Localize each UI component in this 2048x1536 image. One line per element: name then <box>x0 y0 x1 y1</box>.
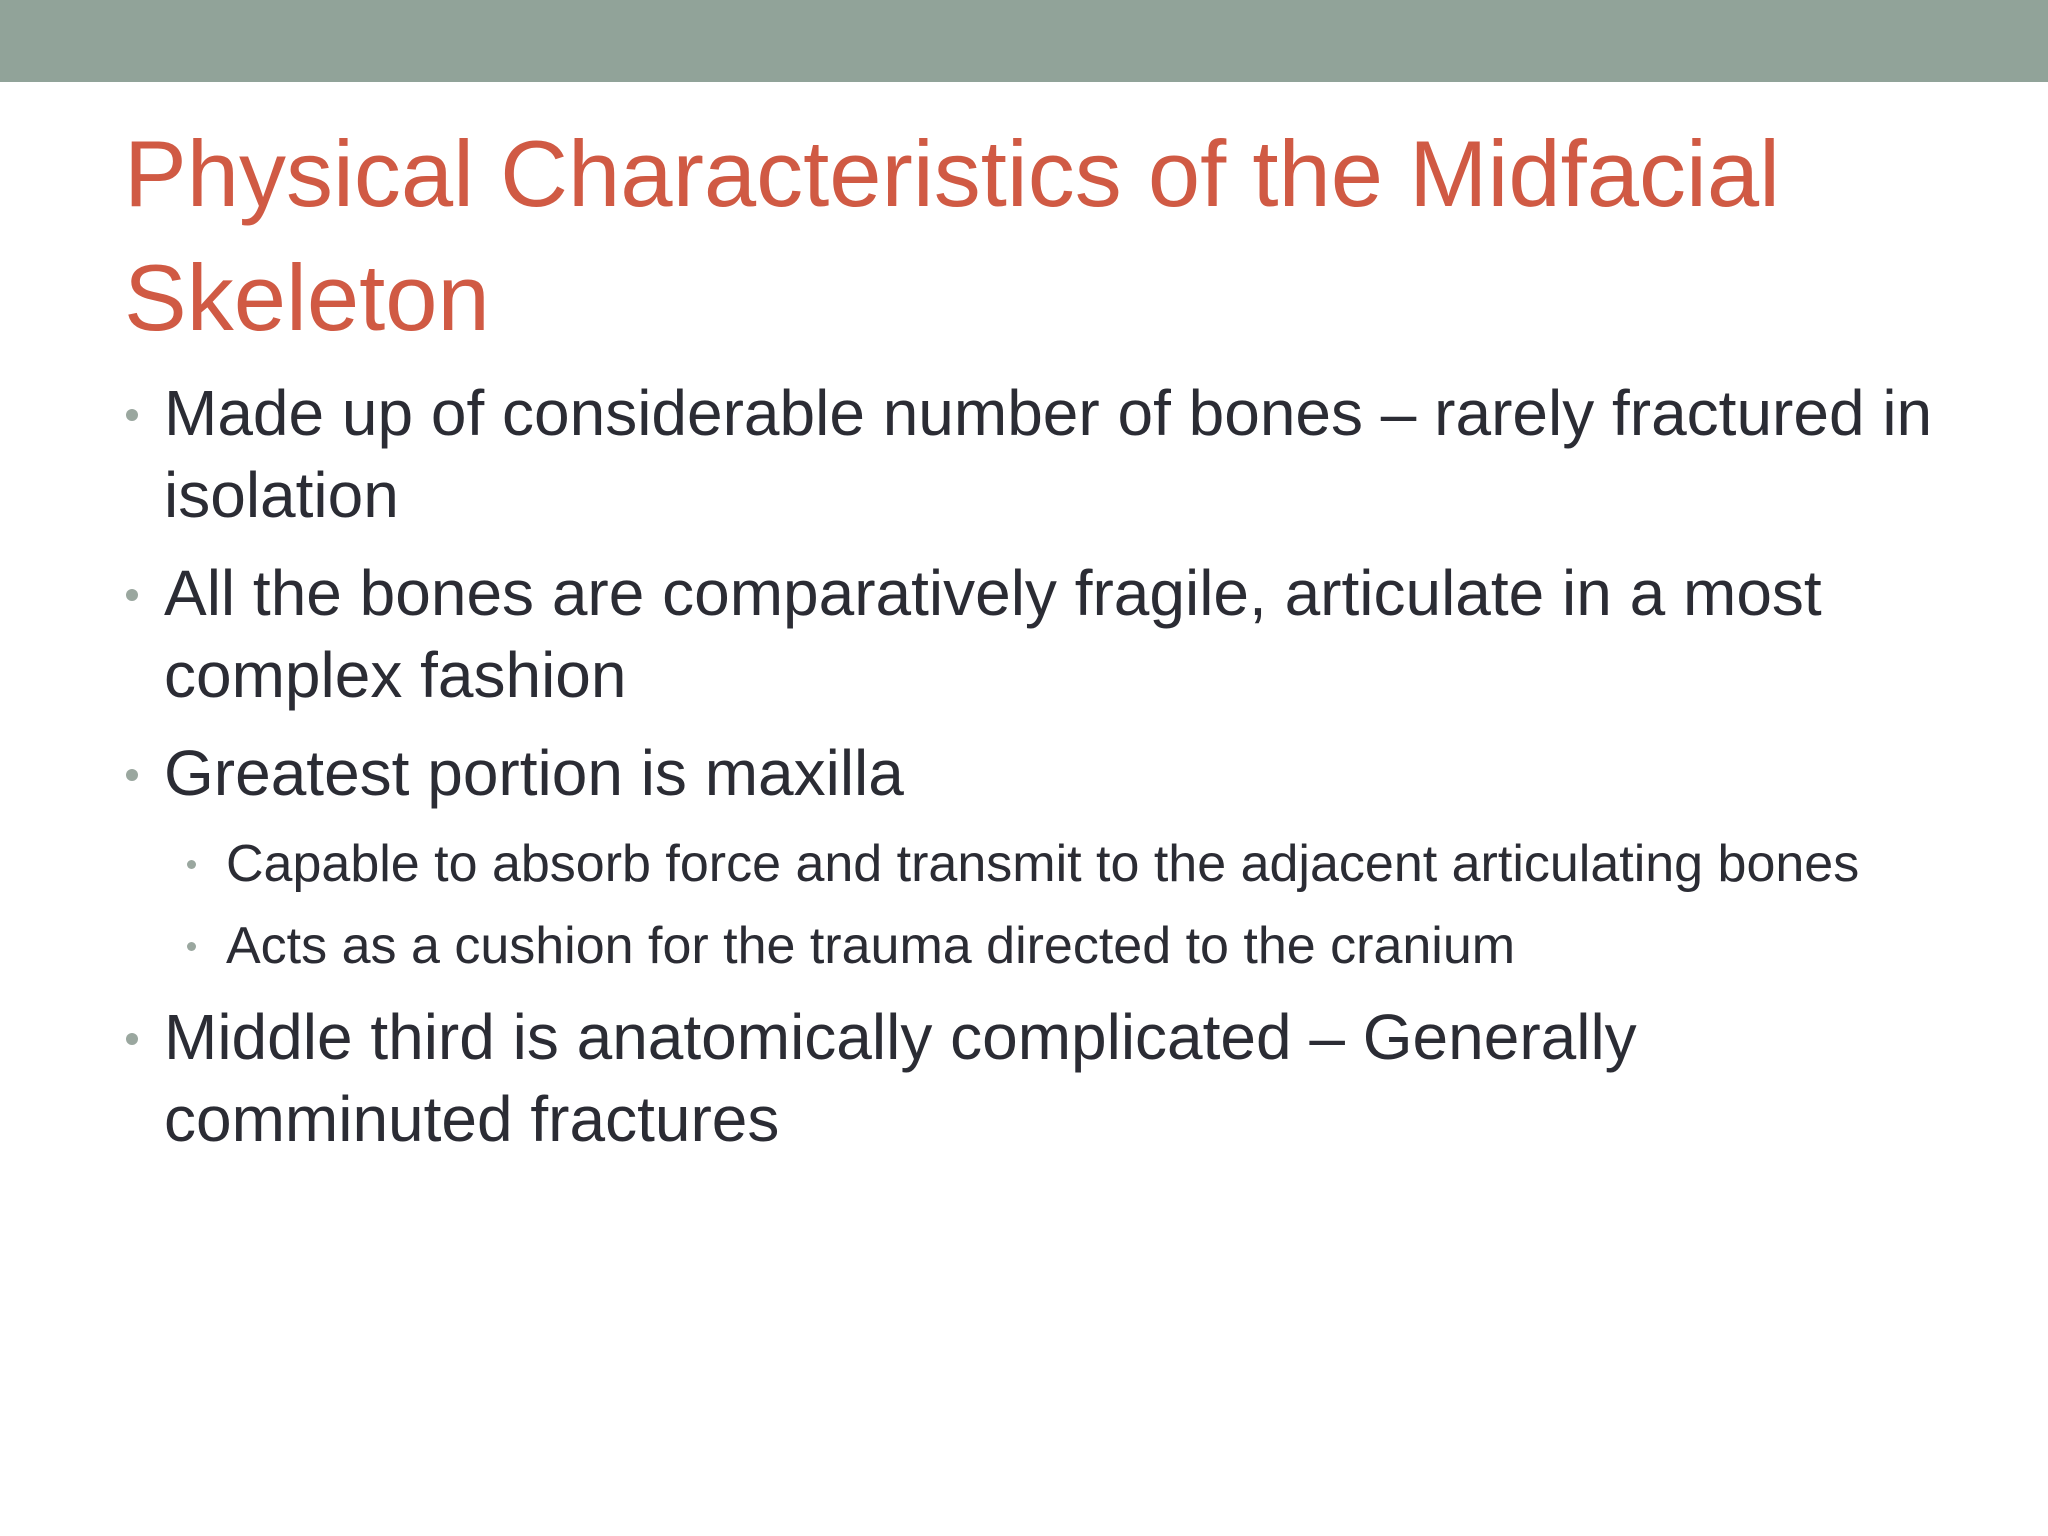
sub-bullet-group <box>124 830 1964 980</box>
sub-bullet-item <box>224 912 1964 980</box>
bullet-dot-icon <box>126 769 138 781</box>
bullet-item <box>124 372 1964 536</box>
bullet-dot-icon <box>126 589 138 601</box>
bullet-dot-icon <box>126 1033 138 1045</box>
bullet-text: Greatest portion is maxilla <box>164 737 904 809</box>
bullet-dot-icon <box>126 409 138 421</box>
sub-bullet-dot-icon <box>187 860 196 869</box>
sub-bullet-text: Acts as a cushion for the trauma directed to the cranium <box>226 917 1516 975</box>
bullet-item <box>124 732 1964 814</box>
sub-bullet-list <box>124 830 1964 980</box>
sub-bullet-dot-icon <box>187 942 196 951</box>
sub-bullet-item <box>224 830 1964 898</box>
bullet-list <box>124 372 1964 1176</box>
slide-title: Physical Characteristics of the Midfacial Skeleton <box>124 121 1781 350</box>
bullet-item <box>124 552 1964 716</box>
slide-header-bar <box>0 0 2048 82</box>
sub-bullet-text: Capable to absorb force and transmit to the adjacent articulating bones <box>226 835 1860 893</box>
bullet-text: All the bones are comparatively fragile, articulate in a most complex fashion <box>164 557 1822 711</box>
bullet-item <box>124 996 1964 1160</box>
bullet-text: Middle third is anatomically complicated – Generally comminuted fractures <box>164 1001 1637 1155</box>
bullet-text: Made up of considerable number of bones – rarely fractured in isolation <box>164 377 1933 531</box>
